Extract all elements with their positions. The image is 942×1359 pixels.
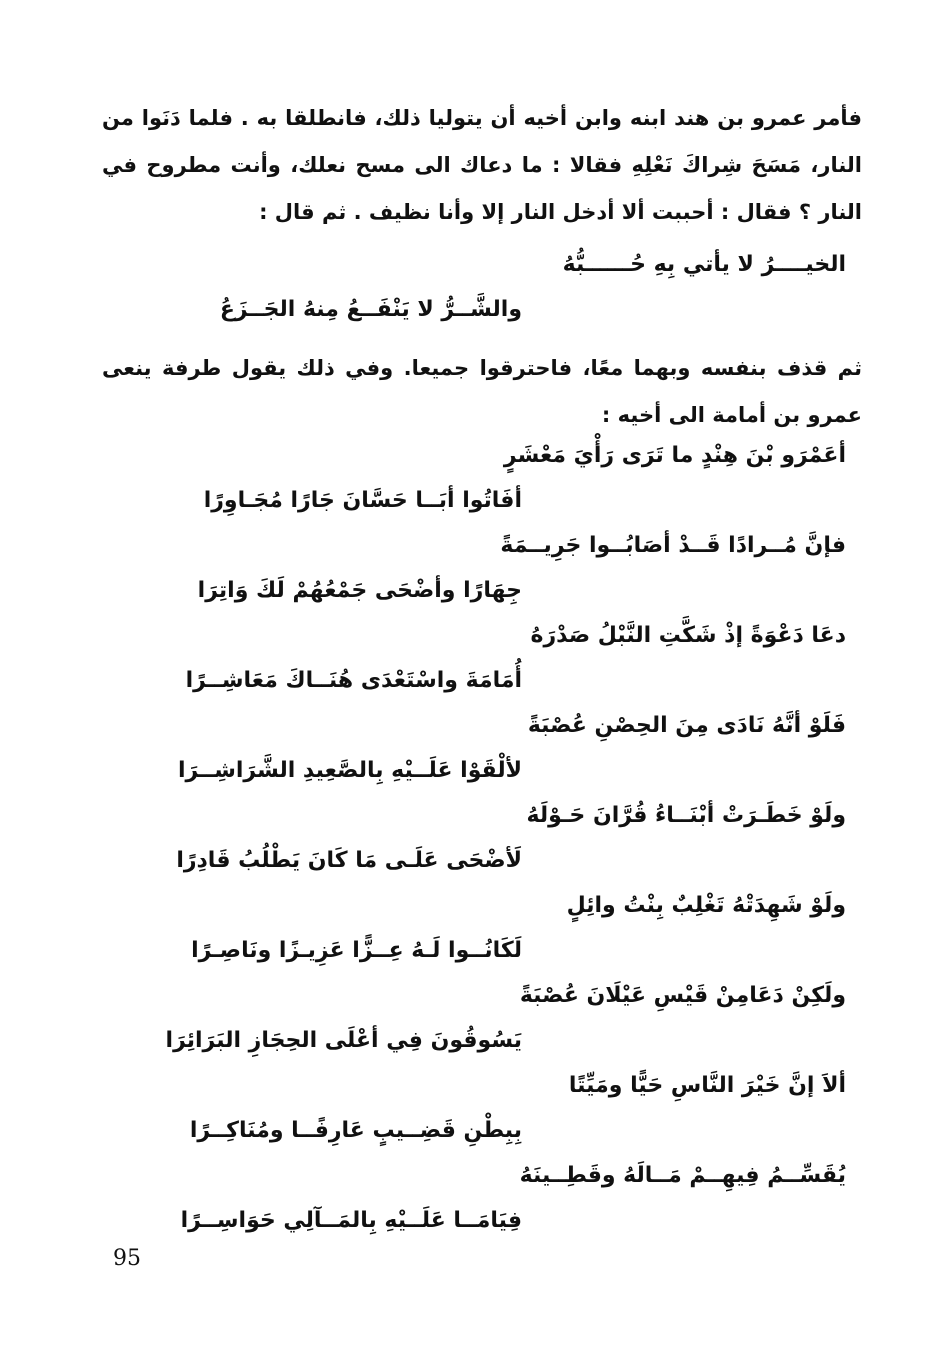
poem-line: أفَاتُوا أبَــا حَسَّانَ جَارًا مُجَـاوِرًا: [203, 488, 522, 513]
poem-line: أُمَامَةَ واسْتَعْدَى هُنَــاكَ مَعَاشِــرًا: [185, 668, 522, 693]
poem-line: فإنَّ مُــرادًا قَــدْ أصَابُــوا جَرِيــمَةً: [500, 533, 846, 558]
poem-line: يُقَسِّــمُ فِيهِــمْ مَــالَهُ وقَطِــينَهُ: [519, 1163, 846, 1188]
poem-line: لَأضْحَى عَلَـى مَا كَانَ يَطْلُبُ قَادِرًا: [176, 848, 522, 873]
poem-line: ولَوْ شَهِدَتْهُ تَغْلِبٌ بِنْتُ وائِلٍ: [566, 893, 846, 918]
paragraph-intro: فأمر عمرو بن هند ابنه وابن أخيه أن يتوليا ذلك، فانطلقا به . فلما دَنَوا من النار، مَسَحَ شِراكَ نَعْلِهِ فقالا : ما دعاك الى مسح نعلك، وأنت مطروح في النار ؟ فقال : أحببت ألا أدخل النار إلا وأنا نظيف . ثم قال :: [102, 106, 862, 224]
paragraph-transition: ثم قذف بنفسه وبهما معًا، فاحترقوا جميعا. وفي ذلك يقول طرفة ينعى عمرو بن أمامة الى أخيه :: [102, 356, 862, 427]
poem-line: يَسُوقُونَ فِي أعْلَى الحِجَازِ البَرَائِرَا: [165, 1028, 522, 1053]
poem-line: أعَمْرَو بْنَ هِنْدٍ ما تَرَى رَأْيَ مَعْشَرٍ: [503, 443, 846, 468]
poem-line: فِيَامَــا عَلَــيْهِ بِالمَــآلِي حَوَاسِــرًا: [180, 1208, 522, 1233]
page-number: 95: [113, 1246, 141, 1271]
poem-line: بِبِطْنِ قَضِــيبٍ عَارِفًــا ومُنَاكِــرًا: [189, 1118, 522, 1143]
poem-line: دعَا دَعْوَةً إذْ شَكَّتِ النَّبْلُ صَدْرَهُ: [530, 623, 846, 648]
poem-line: جِهَارًا وأضْحَى جَمْعُهُمْ لَكَ وَاتِرَا: [197, 578, 522, 603]
verse-hemistich-2: والشَّــرُّ لا يَنْفَــعُ مِنهُ الجَــزَعُ: [219, 297, 522, 322]
poem-line: لَكَانُــوا لَـهُ عِــزًّا عَزِيـزًا ونَاصِـرًا: [191, 938, 522, 963]
poem-line: لألْقَوْا عَلَــيْهِ بِالصَّعِيدِ الشَّرَاشِــرَا: [177, 758, 522, 783]
poem-line: ولَوْ خَطَـرَتْ أبْنَــاءُ قُرَّانَ حَـوْلَهُ: [526, 803, 846, 828]
poem-line: فَلَوْ أنَّهُ نَادَى مِنَ الحِصْنِ عُصْبَةً: [527, 713, 846, 738]
poem-line: ولَكِنْ دَعَامِنْ قَيْسِ عَيْلَانَ عُصْبَةً: [519, 983, 846, 1008]
verse-hemistich-1: الخيــــرُ لا يأتي بِهِ حُــــــبُّهُ: [562, 252, 846, 277]
poem-line: ألاَ إنَّ خَيْرَ النَّاسِ حَيًّا ومَيِّتًا: [568, 1073, 846, 1098]
